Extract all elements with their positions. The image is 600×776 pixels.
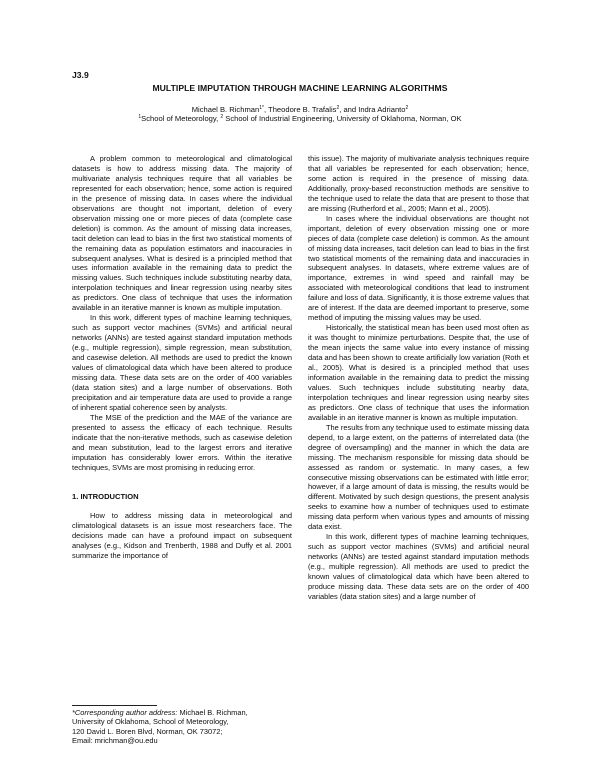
affil-sup-1: 1	[138, 114, 142, 120]
intro-paragraph: How to address missing data in meteorological and climatological datasets is an issue most researchers face. The decisions made can have a profound impact on subsequent analyses (e.g., Kidson and Trenberth, 1988 and Duffy et al. 2001 summarize the importance of	[72, 511, 292, 561]
footnote-line-2: University of Oklahoma, School of Meteorology,	[72, 717, 229, 727]
paper-title: MULTIPLE IMPUTATION THROUGH MACHINE LEARNING ALGORITHMS	[152, 83, 448, 93]
left-column	[72, 154, 292, 561]
footnote-name: Michael B. Richman,	[177, 708, 248, 717]
author-2-sup: 2	[336, 105, 340, 111]
affil-school-1: School of Meteorology,	[141, 114, 221, 123]
abstract-paragraph-1: A problem common to meteorological and climatological datasets is how to address missing data. The majority of multivariate analysis techniques require that all variables be represented for each observation; hence, some action is required in the presence of missing data. In cases where the individual observations are thought not important, deletion of every observation missing one or more pieces of data (complete case deletion) is common. As the amount of missing data increases, tacit deletion can lead to bias in the first two statistical moments of the remaining data as population estimators and inaccuracies in subsequent analyses. What is desired is a principled method that uses information available in the remaining data to predict the missing values. Such techniques include substituting nearby data, interpolation techniques and linear regression using nearby sites as predictors. One class of technique that uses the information available in an iterative manner is known as multiple imputation.	[72, 154, 292, 313]
affil-school-2: School of Industrial Engineering, University of Oklahoma, Norman, OK	[223, 114, 462, 123]
right-paragraph-4: The results from any technique used to estimate missing data depend, to a large extent, on the patterns of interrelated data (the degree of oversampling) and the manner in which the data are missing. The mechanism responsible for missing data should be assessed as random or systematic. In many cases, a few consecutive missing observations can be estimated with little error; however, if a large amount of data is missing, the results would be different. Motivated by such design questions, the present analysis seeks to examine how a number of techniques used to estimate missing data perform when various types and amounts of missing data exist.	[308, 422, 529, 532]
affil-sup-2: 2	[220, 114, 224, 120]
footnote-email: Email: mrichman@ou.edu	[72, 736, 158, 746]
section-heading-introduction: 1. INTRODUCTION	[72, 491, 139, 501]
footnote-line-3: 120 David L. Boren Blvd, Norman, OK 73072;	[72, 726, 223, 736]
right-paragraph-5: In this work, different types of machine learning techniques, such as support vector machines (SVMs) and artificial neural networks (ANNs) are tested against standard imputation methods (e.g., multiple regression). All methods are used to predict the known values of climatological data which have been altered to produce missing data. These data sets are on the order of 400 variables (data station sites) and a large number of	[308, 532, 529, 601]
right-column	[308, 154, 529, 602]
right-paragraph-3: Historically, the statistical mean has been used most often as it was thought to minimize perturbations. Despite that, the use of the mean injects the same value into every instance of missing data and has been shown to create artificially low variation (Roth et al., 2005). What is desired is a principled method that uses information available in the remaining data to predict the missing values. Such techniques include substituting nearby data, interpolation techniques and linear regression using nearby sites as predictors. One class of technique that uses the information available in an iterative manner is known as multiple imputation.	[308, 323, 529, 422]
author-1-sup: 1*	[259, 105, 264, 111]
right-paragraph-1: this issue). The majority of multivariate analysis techniques require that all variables be represented for each observation; hence, some action is required in the presence of missing data. Additionally, proxy-based reconstruction methods are sensitive to the technique used to relate the data that are present to those that are missing (Rutherford et al., 2005; Mann et al., 2005).	[308, 154, 529, 213]
abstract-paragraph-3: The MSE of the prediction and the MAE of the variance are presented to assess the efficacy of each technique. Results indicate that the non-iterative methods, such as casewise deletion and mean substitution, lead to the largest errors and iterative imputation has considerably lower errors. Within the iterative techniques, SVMs are most promising in reducing error.	[72, 412, 292, 472]
author-1: Michael B. Richman	[191, 105, 260, 114]
footnote-line-1	[72, 708, 292, 717]
author-2: , Theodore B. Trafalis	[263, 105, 337, 114]
abstract-paragraph-2: In this work, different types of machine learning techniques, such as support vector machines (SVMs) and artificial neural networks (ANNs) are tested against standard imputation methods (e.g., multiple regression), simple regression, mean substitution, and casewise deletion. All methods are used to predict the known values of climatological data which have been altered to produce missing data. These data sets are on the order of 400 variables (data station sites) and a large number of observations. Both precipitation and air temperature data are used to provide a range of inherent spatial coherence seen by analysts.	[72, 313, 292, 412]
footnote-rule	[72, 705, 157, 706]
footnote-label: *Corresponding author address:	[72, 708, 178, 717]
paper-code: J3.9	[72, 70, 89, 80]
right-paragraph-2: In cases where the individual observations are thought not important, deletion of every observation missing one or more pieces of data (complete case deletion) is common. As the amount of missing data increases, tacit deletion can lead to bias in the first two statistical moments of the remaining data and inaccuracies in subsequent analyses. In datasets, where extreme values are of importance, extremes in wind speed and rainfall may be associated with meteorological conditions that lead to instrument failure and loss of data. Significantly, it is those extreme values that are of interest. If the data are deemed important to preserve, some method of imputing the missing values may be used.	[308, 213, 529, 323]
author-3-sup: 2	[405, 105, 409, 111]
author-line	[0, 105, 600, 114]
author-3: , and Indra Adrianto	[339, 105, 406, 114]
footnote	[72, 708, 292, 746]
affiliation-line	[0, 114, 600, 123]
